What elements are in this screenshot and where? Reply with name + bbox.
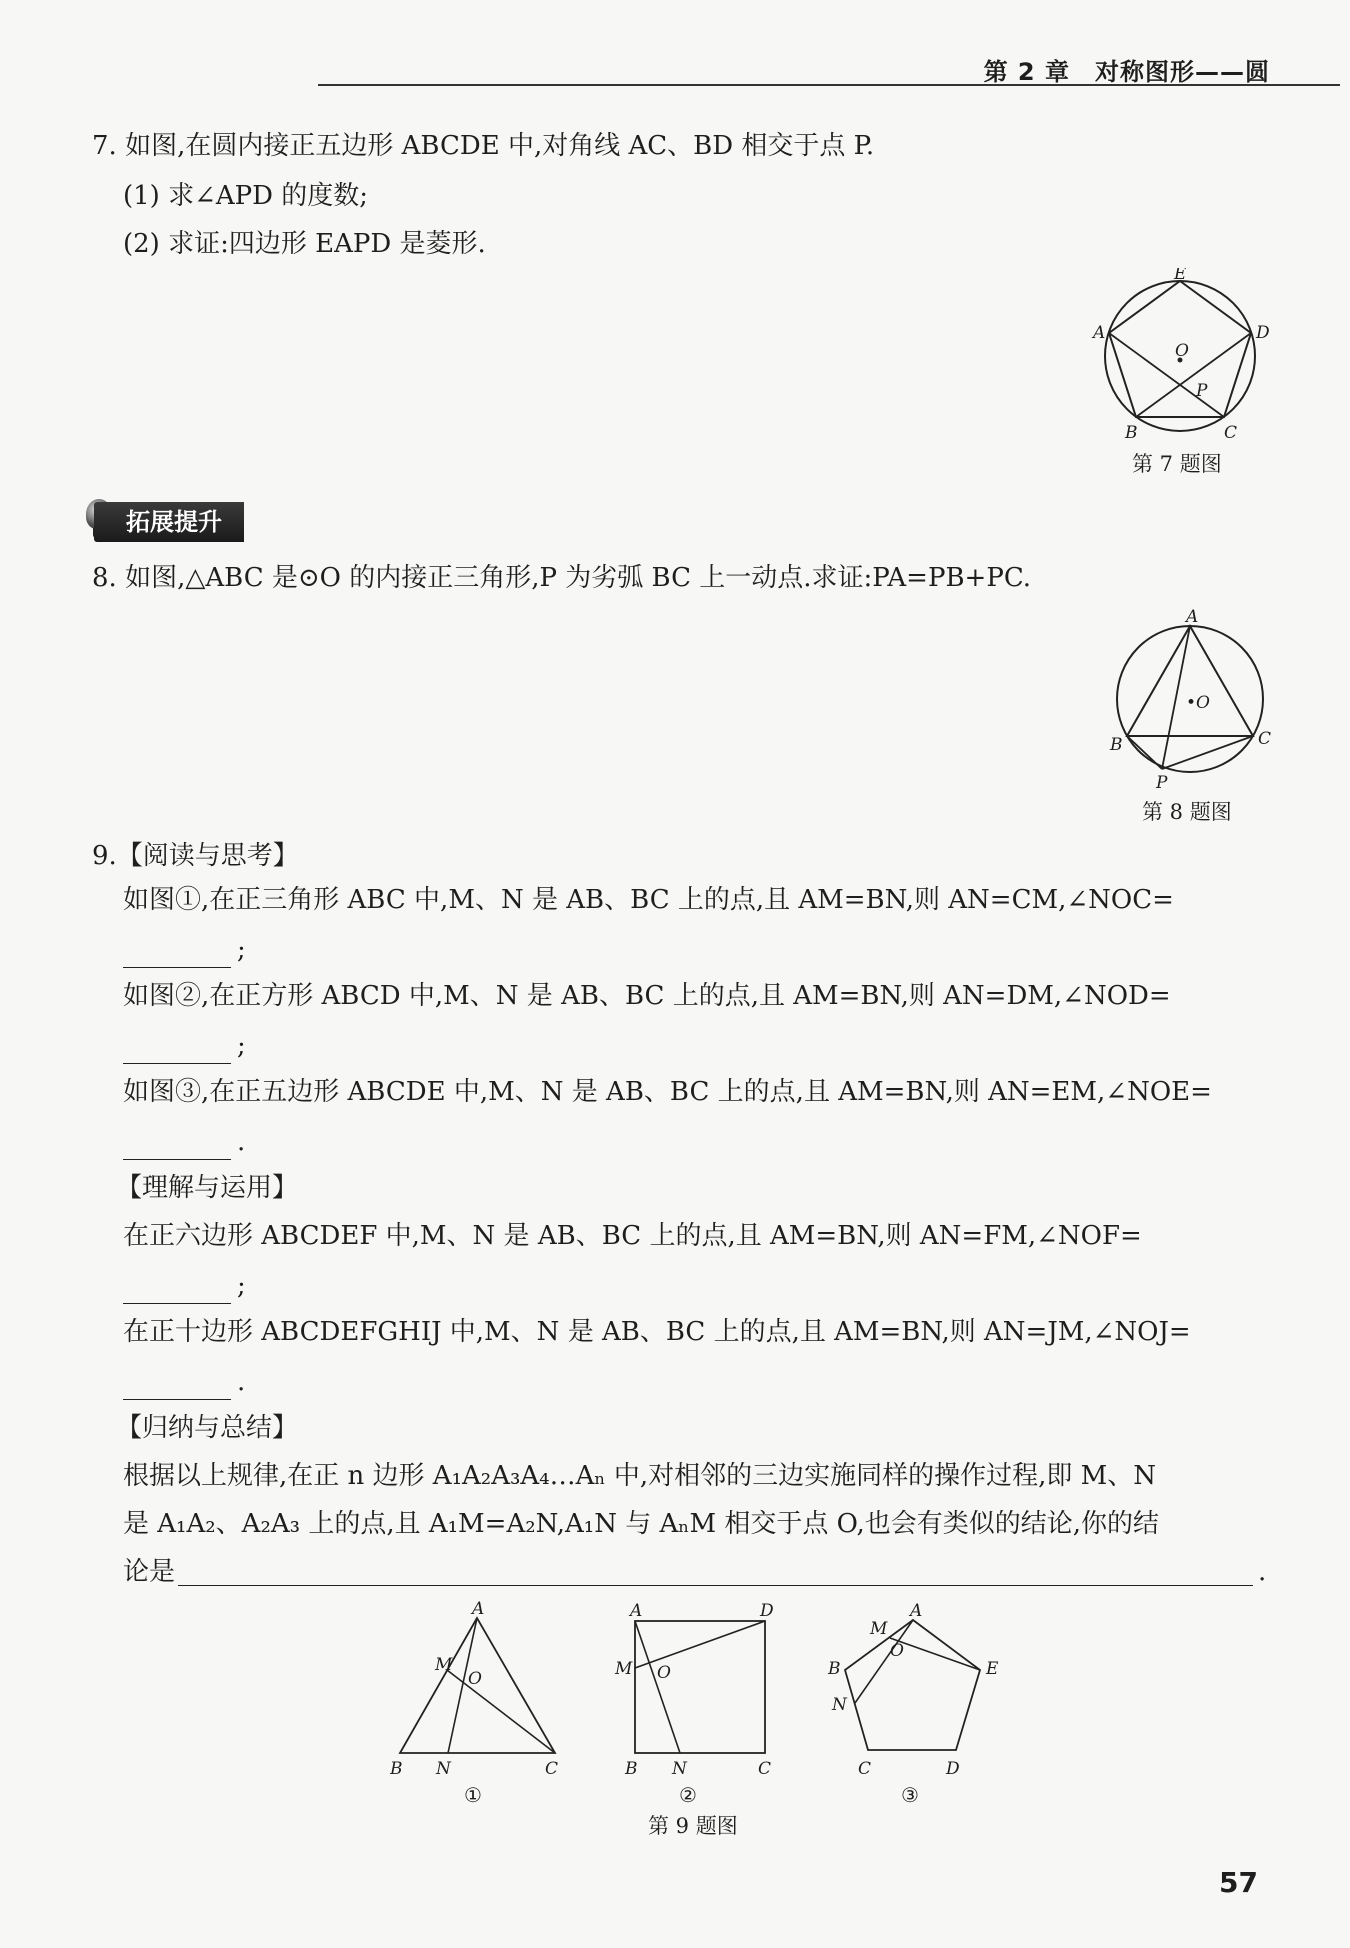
q9-use1-end: ; — [237, 1271, 246, 1301]
fig2-label-a: A — [630, 1601, 643, 1621]
q8-label-a: A — [1186, 607, 1199, 627]
q9-read3-end: . — [237, 1127, 246, 1157]
fig2-segment-an — [635, 1621, 680, 1753]
q7-part2: (2) 求证:四边形 EAPD 是菱形. — [123, 229, 486, 259]
fig1-label-n: N — [436, 1759, 451, 1779]
q9-use2-end: . — [237, 1367, 246, 1397]
fig1-number: ① — [464, 1783, 482, 1807]
q7-label-b: B — [1125, 423, 1138, 443]
q8-stem: 8. 如图,△ABC 是⊙O 的内接正三角形,P 为劣弧 BC 上一动点.求证:PA=PB+PC. — [92, 563, 1032, 593]
fig3-label-o: O — [890, 1641, 904, 1661]
answer-blank[interactable] — [123, 1277, 231, 1304]
q9-blank1[interactable] — [123, 932, 246, 968]
fig3-label-n: N — [832, 1695, 847, 1715]
fig2-label-d: D — [760, 1601, 774, 1621]
q9-figure-3 — [820, 1598, 1010, 1838]
q7-label-o: O — [1175, 341, 1189, 361]
fig3-number: ③ — [901, 1783, 919, 1807]
answer-blank[interactable] — [123, 1037, 231, 1064]
fig3-label-a: A — [910, 1601, 923, 1621]
fig1-label-b: B — [390, 1759, 403, 1779]
q9-summary-title: 【归纳与总结】 — [116, 1413, 299, 1443]
q9-blank5[interactable] — [123, 1364, 245, 1400]
q9-sum-end: . — [1258, 1557, 1267, 1587]
q7-diagonal-bd — [1136, 333, 1251, 417]
q8-triangle — [1127, 626, 1253, 736]
fig3-pentagon — [845, 1620, 980, 1750]
q9-caption: 第 9 题图 — [648, 1814, 738, 1838]
q9-conclusion-blank[interactable] — [178, 1585, 1253, 1586]
answer-blank[interactable] — [123, 941, 231, 968]
fig2-label-b: B — [625, 1759, 638, 1779]
q7-part1: (1) 求∠APD 的度数; — [123, 181, 369, 211]
q8-label-o: •O — [1186, 693, 1210, 713]
q7-label-c: C — [1224, 423, 1238, 443]
fig2-label-c: C — [758, 1759, 772, 1779]
q8-label-c: C — [1258, 729, 1272, 749]
fig2-square — [635, 1621, 765, 1753]
fig2-segment-dm — [635, 1621, 765, 1668]
q9-understand-title: 【理解与运用】 — [116, 1173, 299, 1203]
q7-label-p: P — [1196, 381, 1208, 401]
fig1-label-o: O — [468, 1669, 482, 1689]
q9-sum1: 根据以上规律,在正 n 边形 A₁A₂A₃A₄…Aₙ 中,对相邻的三边实施同样的操作过程,即 M、N — [123, 1461, 1157, 1491]
fig1-label-m: M — [435, 1655, 453, 1675]
q9-sum3: 论是 — [123, 1557, 176, 1587]
header-rule — [318, 84, 1340, 86]
q7-diagonal-ac — [1109, 333, 1224, 417]
fig3-label-m: M — [870, 1619, 888, 1639]
q8-label-b: B — [1110, 735, 1123, 755]
fig3-label-b: B — [828, 1659, 841, 1679]
page-number: 57 — [1219, 1866, 1258, 1899]
q9-blank4[interactable] — [123, 1268, 246, 1304]
q8-segment-pb — [1127, 736, 1162, 769]
q9-read2-end: ; — [237, 1031, 246, 1061]
fig2-number: ② — [679, 1783, 697, 1807]
q9-figure-2 — [612, 1598, 792, 1813]
fig3-label-e: E — [986, 1659, 999, 1679]
q8-label-p: P — [1156, 773, 1168, 793]
q9-read1-end: ; — [237, 935, 246, 965]
q9-title: 9.【阅读与思考】 — [92, 841, 299, 871]
q9-blank2[interactable] — [123, 1028, 246, 1064]
chapter-header: 第 2 章 对称图形——圆 — [983, 58, 1270, 86]
answer-blank[interactable] — [123, 1133, 231, 1160]
q9-blank3[interactable] — [123, 1124, 245, 1160]
q9-read1: 如图①,在正三角形 ABC 中,M、N 是 AB、BC 上的点,且 AM=BN,则 AN=CM,∠NOC= — [123, 885, 1174, 915]
q9-sum2: 是 A₁A₂、A₂A₃ 上的点,且 A₁M=A₂N,A₁N 与 AₙM 相交于点 O,也会有类似的结论,你的结 — [123, 1509, 1159, 1539]
q9-use2: 在正十边形 ABCDEFGHIJ 中,M、N 是 AB、BC 上的点,且 AM=BN,则 AN=JM,∠NOJ= — [123, 1317, 1191, 1347]
q7-stem: 7. 如图,在圆内接正五边形 ABCDE 中,对角线 AC、BD 相交于点 P. — [92, 131, 875, 161]
fig3-label-c: C — [858, 1759, 872, 1779]
q9-use1: 在正六边形 ABCDEF 中,M、N 是 AB、BC 上的点,且 AM=BN,则 AN=FM,∠NOF= — [123, 1221, 1142, 1251]
q9-read3: 如图③,在正五边形 ABCDE 中,M、N 是 AB、BC 上的点,且 AM=BN,则 AN=EM,∠NOE= — [123, 1077, 1212, 1107]
q9-read2: 如图②,在正方形 ABCD 中,M、N 是 AB、BC 上的点,且 AM=BN,则 AN=DM,∠NOD= — [123, 981, 1171, 1011]
q8-figure — [1100, 606, 1280, 796]
q7-label-e: E — [1174, 268, 1187, 284]
fig3-label-d: D — [946, 1759, 960, 1779]
answer-blank[interactable] — [123, 1373, 231, 1400]
q7-label-a: A — [1093, 323, 1106, 343]
fig1-label-c: C — [545, 1759, 559, 1779]
fig2-label-n: N — [672, 1759, 687, 1779]
section-title: 拓展提升 — [94, 502, 244, 542]
q8-caption: 第 8 题图 — [1142, 800, 1232, 824]
fig1-label-a: A — [472, 1599, 485, 1619]
q7-figure — [1090, 268, 1280, 448]
fig2-label-o: O — [657, 1663, 671, 1683]
q7-caption: 第 7 题图 — [1132, 452, 1222, 476]
q7-label-d: D — [1256, 323, 1270, 343]
q9-figure-1 — [390, 1598, 570, 1813]
fig2-label-m: M — [615, 1659, 633, 1679]
